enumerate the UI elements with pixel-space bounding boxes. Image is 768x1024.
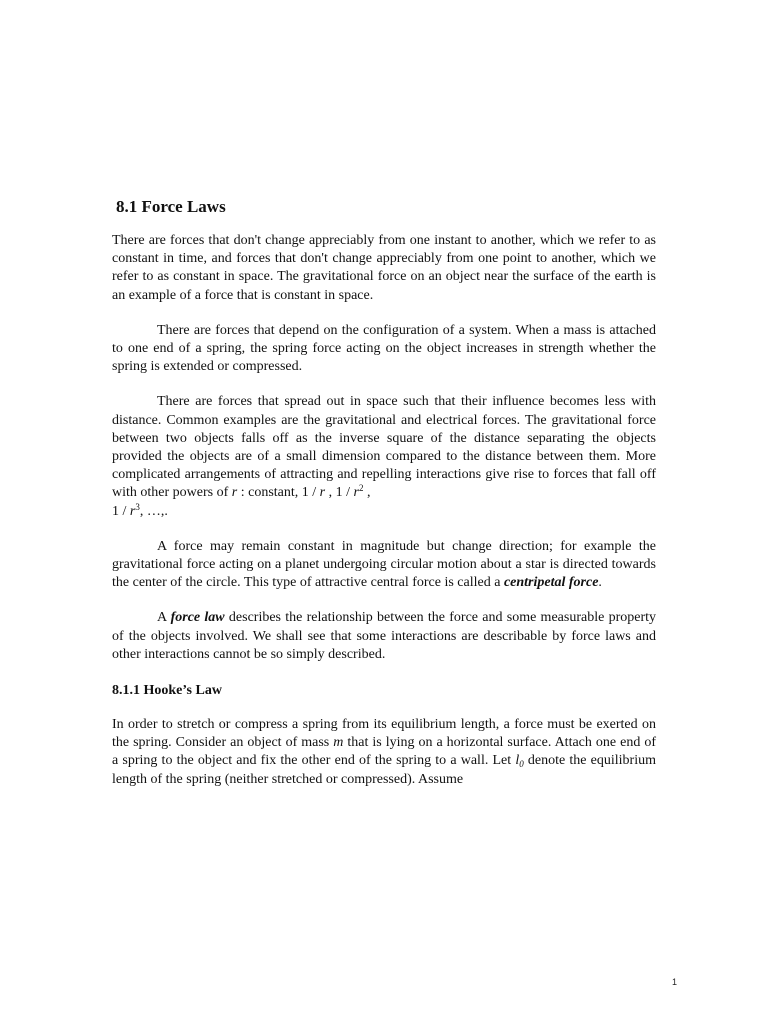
section-title: 8.1 Force Laws [116,197,226,216]
inverse-r-squared-expression: $1 / r^2$ [335,483,364,501]
page-number: 1 [672,977,678,987]
paragraph-centripetal-force: A force may remain constant in magnitude but change direction; for example the gravitational force acting on a planet undergoing circular motion about a star is directed towards the center of the circle. This type of attractive central force is called a centripetal force. [112,538,656,591]
inverse-r-cubed-expression: $1 / r^3$ [112,501,140,519]
math-variable-l0: $l_0$ [515,753,524,770]
inverse-r-expression: 1 / r [301,485,326,501]
paragraph-configuration-forces: There are forces that depend on the configuration of a system. When a mass is attached to one end of a spring, the spring force acting on the object increases in strength whether the spring is extended or compressed. [112,322,656,375]
term-centripetal-force: centripetal force [503,575,599,591]
constant-label: : constant, [237,485,302,501]
paragraph-distance-forces-text: There are forces that spread out in space such that their influence becomes less with distance. Common examples are the gravitational and electrical forces. The gravitational force between two objects falls off as the inverse square of the distance separating the objects provided the objects are of a small dimension compared to the distance between them. More complicated arrangements of attracting and repelling interactions give rise to forces that fall off with other powers of [112,394,656,501]
paragraph-hookes-law: In order to stretch or compress a spring from its equilibrium length, a force must be exerted on the spring. Consider an object of mass m that is lying on a horizontal surface. Attach one end of a spring to the object and fix the other end of the spring to a wall. Let $l_0$ denote the equilibrium length of the spring (neither stretched or compressed). Assume [112,717,656,787]
ellipsis-tail: , …,. [139,503,168,519]
paragraph-constant-forces: There are forces that don't change appreciably from one instant to another, which we refer to as constant in time, and forces that don't change appreciably from one point to another, which we refer to as constant in space. The gravitational force on an object near the surface of the earth is an example of a force that is constant in space. [112,233,656,303]
math-variable-r: r [231,485,238,501]
subsection-title: 8.1.1 Hooke’s Law [112,683,222,699]
math-variable-m: m [333,735,344,751]
paragraph-force-law: A force law describes the relationship between the force and some measurable property of the objects involved. We shall see that some interactions are describable by force laws and other interactions cannot be so simply described. [112,610,656,662]
document-page [112,196,656,789]
term-force-law: force law [170,610,225,626]
paragraph-distance-forces: There are forces that spread out in space such that their influence becomes less with distance. Common examples are the gravitational and electrical forces. The gravitational force between two objects falls off as the inverse square of the distance separating the objects provided the objects are of a small dimension compared to the distance between them. More complicated arrangements of attracting and repelling interactions give rise to forces that fall off with other powers of r : constant, 1 / r , $1 / r^2$ , $1 / r^3$, …,. [112,394,656,519]
